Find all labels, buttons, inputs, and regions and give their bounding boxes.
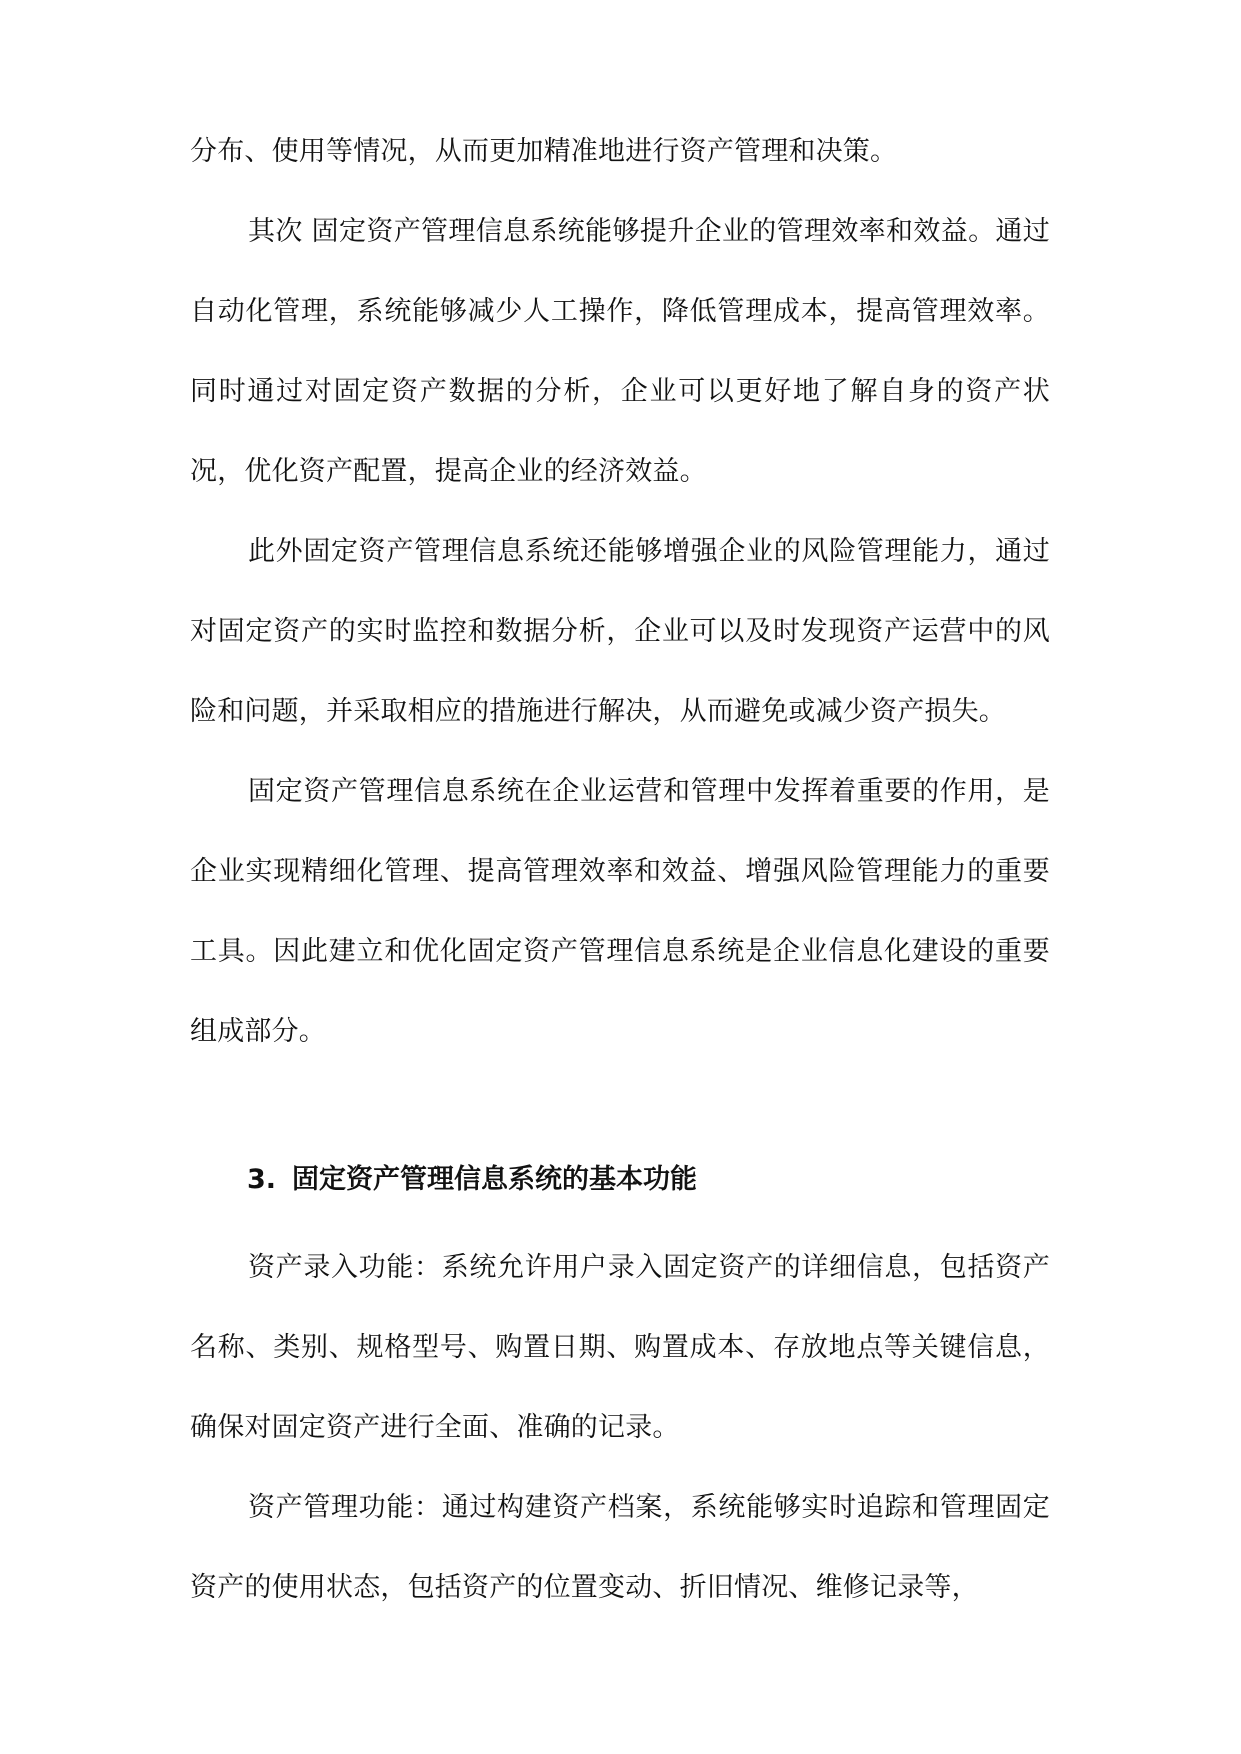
section-number: 3. xyxy=(247,1164,277,1195)
paragraph: 固定资产管理信息系统在企业运营和管理中发挥着重要的作用，是企业实现精细化管理、提高管理效率和效益、增强风险管理能力的重要工具。因此建立和优化固定资产管理信息系统是企业信息化建设的重要组成部分。 xyxy=(190,776,1050,1047)
paragraph: 资产录入功能：系统允许用户录入固定资产的详细信息，包括资产名称、类别、规格型号、购置日期、购置成本、存放地点等关键信息，确保对固定资产进行全面、准确的记录。 xyxy=(190,1252,1050,1443)
body-text-bottom xyxy=(190,1228,1050,1628)
paragraph: 此外固定资产管理信息系统还能够增强企业的风险管理能力，通过对固定资产的实时监控和数据分析，企业可以及时发现资产运营中的风险和问题，并采取相应的措施进行解决，从而避免或减少资产损失。 xyxy=(190,536,1050,727)
paragraph: 其次 固定资产管理信息系统能够提升企业的管理效率和效益。通过自动化管理，系统能够减少人工操作，降低管理成本，提高管理效率。同时通过对固定资产数据的分析，企业可以更好地了解自身的资产状况，优化资产配置，提高企业的经济效益。 xyxy=(190,216,1050,487)
body-text-top xyxy=(190,112,1050,1072)
section-title: 固定资产管理信息系统的基本功能 xyxy=(292,1164,698,1195)
paragraph: 分布、使用等情况，从而更加精准地进行资产管理和决策。 xyxy=(190,136,898,167)
section-heading xyxy=(247,1160,697,1200)
paragraph: 资产管理功能：通过构建资产档案，系统能够实时追踪和管理固定资产的使用状态，包括资产的位置变动、折旧情况、维修记录等， xyxy=(190,1492,1050,1603)
